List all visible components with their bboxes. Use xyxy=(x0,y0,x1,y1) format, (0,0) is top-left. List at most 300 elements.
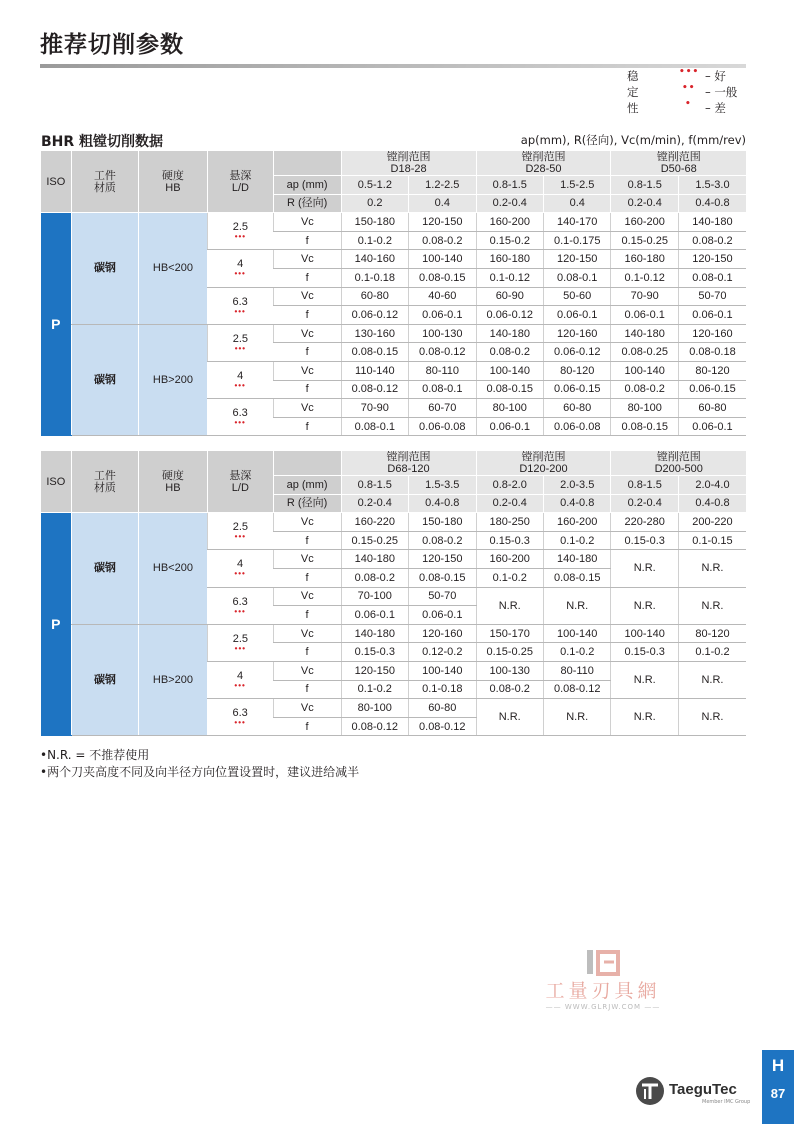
f-value: 0.1-0.2 xyxy=(476,568,543,587)
vc-value: 80-120 xyxy=(678,624,746,643)
ld-header xyxy=(207,151,273,213)
header-line: 悬深 xyxy=(229,169,252,182)
vc-value: 160-200 xyxy=(476,213,543,232)
stability-dots-icon: • xyxy=(685,99,692,109)
vc-value: 150-170 xyxy=(476,624,543,643)
page-title: 推荐切削参数 xyxy=(40,32,184,58)
not-recommended-cell: N.R. xyxy=(611,587,678,624)
f-value: 0.15-0.25 xyxy=(341,531,408,550)
stability-dots-icon: ••• xyxy=(234,381,246,391)
range-text: 镗削范围 xyxy=(521,451,566,463)
vc-value: 150-180 xyxy=(341,213,408,232)
f-value: 0.08-0.18 xyxy=(678,343,746,362)
vc-value: 60-90 xyxy=(476,287,543,306)
header-line: 材质 xyxy=(93,181,116,194)
boring-range-header xyxy=(611,151,746,176)
vc-label: Vc xyxy=(274,587,341,606)
not-recommended-cell: N.R. xyxy=(611,550,678,587)
f-label: f xyxy=(274,680,341,699)
ap-value: 0.8-1.5 xyxy=(341,476,408,495)
header-line: 悬深 xyxy=(229,469,252,482)
overhang-cell xyxy=(207,250,273,287)
hardness-header xyxy=(139,151,207,213)
vc-value: 120-160 xyxy=(409,624,476,643)
vc-label: Vc xyxy=(274,399,341,418)
page-number: 87 xyxy=(770,1086,786,1101)
vc-value: 140-180 xyxy=(543,550,610,569)
vc-value: 220-280 xyxy=(611,513,678,532)
range-text: 镗削范围 xyxy=(386,151,431,163)
f-value: 0.06-0.12 xyxy=(476,306,543,325)
cutting-data-table-2 xyxy=(41,451,746,736)
f-value: 0.08-0.15 xyxy=(611,417,678,436)
iso-header: ISO xyxy=(41,151,71,213)
boring-range-header xyxy=(476,151,611,176)
header-line: 硬度 xyxy=(161,469,184,482)
vc-value: 110-140 xyxy=(341,361,408,380)
f-value: 0.08-0.15 xyxy=(409,268,476,287)
ap-label: ap (mm) xyxy=(274,176,341,195)
not-recommended-cell: N.R. xyxy=(678,587,746,624)
vc-value: 130-160 xyxy=(341,324,408,343)
stability-dots-icon: ••• xyxy=(234,532,247,542)
stability-dots-icon: ••• xyxy=(234,718,246,728)
vc-value: 160-180 xyxy=(476,250,543,269)
vc-value: 100-140 xyxy=(543,624,610,643)
f-value: 0.1-0.12 xyxy=(476,268,543,287)
vc-value: 140-180 xyxy=(476,324,543,343)
f-value: 0.08-0.15 xyxy=(476,380,543,399)
overhang-value: 2.5 xyxy=(232,632,249,645)
brand-sub: Member IMC Group xyxy=(702,1099,751,1105)
stability-dots-icon: ••• xyxy=(234,269,246,279)
range-text: D68-120 xyxy=(387,463,430,475)
radial-value: 0.2 xyxy=(341,194,408,213)
f-value: 0.1-0.2 xyxy=(341,680,408,699)
vc-value: 180-250 xyxy=(476,513,543,532)
vc-label: Vc xyxy=(274,699,341,718)
boring-range-header xyxy=(341,451,476,476)
f-value: 0.15-0.2 xyxy=(476,231,543,250)
overhang-cell xyxy=(207,513,273,550)
stability-dots-icon: ••• xyxy=(234,306,246,316)
header-line: L/D xyxy=(231,181,249,194)
f-value: 0.06-0.08 xyxy=(544,417,611,436)
vc-label: Vc xyxy=(274,513,341,532)
boring-range-header xyxy=(476,451,611,476)
f-value: 0.15-0.25 xyxy=(611,231,678,250)
radial-value: 0.4-0.8 xyxy=(678,194,746,213)
f-value: 0.08-0.15 xyxy=(409,568,476,587)
legend-text-fair: – 一般 xyxy=(705,85,738,99)
f-value: 0.1-0.2 xyxy=(543,643,610,662)
f-value: 0.1-0.2 xyxy=(341,231,408,250)
material-header xyxy=(71,451,138,513)
f-value: 0.1-0.12 xyxy=(611,268,678,287)
f-value: 0.08-0.2 xyxy=(409,231,476,250)
note-item: • N.R. = 不推荐使用 xyxy=(40,747,359,764)
f-value: 0.06-0.1 xyxy=(544,306,611,325)
iso-class-p: P xyxy=(41,213,71,436)
f-value: 0.1-0.15 xyxy=(678,531,746,550)
overhang-value: 4 xyxy=(237,670,244,683)
ap-label: ap (mm) xyxy=(274,476,341,495)
overhang-value: 2.5 xyxy=(232,221,249,234)
radial-value: 0.2-0.4 xyxy=(476,494,543,513)
overhang-value: 6.3 xyxy=(232,407,248,420)
note-item: • 两个刀夹高度不同及向半径方向位置设置时，建议进给减半 xyxy=(40,764,359,781)
vc-value: 60-80 xyxy=(341,287,408,306)
f-value: 0.08-0.1 xyxy=(409,380,476,399)
vc-value: 120-160 xyxy=(678,324,746,343)
not-recommended-cell: N.R. xyxy=(543,699,610,736)
f-value: 0.12-0.2 xyxy=(409,643,476,662)
ap-value: 1.5-3.0 xyxy=(678,176,746,195)
overhang-cell xyxy=(207,550,273,587)
taegutec-logo-icon xyxy=(636,1077,664,1105)
vc-label: Vc xyxy=(274,213,341,232)
f-value: 0.08-0.12 xyxy=(409,343,476,362)
range-text: 镗削范围 xyxy=(386,451,431,463)
brand-name: TaeguTec xyxy=(669,1081,737,1098)
overhang-value: 6.3 xyxy=(232,295,248,308)
stability-dots-icon: ••• xyxy=(234,606,246,616)
radial-value: 0.4-0.8 xyxy=(678,494,746,513)
vc-label: Vc xyxy=(274,287,341,306)
f-value: 0.1-0.175 xyxy=(544,231,611,250)
range-text: D200-500 xyxy=(654,463,703,475)
ap-value: 0.8-1.5 xyxy=(611,176,678,195)
f-value: 0.08-0.1 xyxy=(678,268,746,287)
radial-label: R (径向) xyxy=(274,194,341,213)
vc-value: 120-150 xyxy=(409,550,476,569)
radial-value: 0.2-0.4 xyxy=(341,494,408,513)
vc-value: 160-200 xyxy=(476,550,543,569)
hardness-header xyxy=(139,451,207,513)
stability-dots-icon: ••• xyxy=(234,232,247,242)
overhang-value: 6.3 xyxy=(232,707,248,720)
not-recommended-cell: N.R. xyxy=(476,699,543,736)
material-cell: 碳钢 xyxy=(71,324,138,436)
f-value: 0.08-0.2 xyxy=(611,380,678,399)
f-value: 0.08-0.2 xyxy=(476,680,543,699)
range-text: D28-50 xyxy=(525,163,562,175)
vc-label: Vc xyxy=(274,361,341,380)
ap-value: 0.5-1.2 xyxy=(341,176,408,195)
overhang-cell xyxy=(207,624,273,661)
hardness-cell: HB<200 xyxy=(139,513,207,625)
f-value: 0.08-0.25 xyxy=(611,343,678,362)
watermark xyxy=(538,948,668,1011)
vc-value: 140-180 xyxy=(341,550,408,569)
f-label: f xyxy=(274,380,341,399)
watermark-logo-icon xyxy=(584,948,622,976)
radial-value: 0.2-0.4 xyxy=(476,194,543,213)
radial-value: 0.4 xyxy=(409,194,476,213)
vc-value: 200-220 xyxy=(678,513,746,532)
f-value: 0.08-0.2 xyxy=(476,343,543,362)
f-label: f xyxy=(274,643,341,662)
f-value: 0.06-0.15 xyxy=(678,380,746,399)
vc-value: 140-180 xyxy=(678,213,746,232)
vc-value: 70-90 xyxy=(341,399,408,418)
f-value: 0.08-0.12 xyxy=(341,380,408,399)
iso-class-p: P xyxy=(41,513,71,736)
vc-value: 70-90 xyxy=(611,287,678,306)
f-value: 0.06-0.15 xyxy=(544,380,611,399)
stability-dots-icon: ••• xyxy=(234,343,247,353)
hardness-cell: HB<200 xyxy=(139,213,207,325)
f-value: 0.1-0.18 xyxy=(409,680,476,699)
f-value: 0.06-0.1 xyxy=(476,417,543,436)
vc-value: 140-160 xyxy=(341,250,408,269)
vc-value: 100-130 xyxy=(409,324,476,343)
vc-value: 150-180 xyxy=(409,513,476,532)
ap-value: 1.5-2.5 xyxy=(544,176,611,195)
blank-header xyxy=(274,151,341,176)
overhang-cell xyxy=(207,399,273,436)
vc-value: 50-70 xyxy=(409,587,476,606)
vc-value: 160-200 xyxy=(611,213,678,232)
stability-dots-icon: ••• xyxy=(679,67,700,77)
vc-value: 60-80 xyxy=(678,399,746,418)
overhang-value: 2.5 xyxy=(232,332,249,345)
boring-range-header xyxy=(611,451,746,476)
f-value: 0.06-0.1 xyxy=(409,606,476,625)
ap-value: 1.5-3.5 xyxy=(409,476,476,495)
vc-value: 80-110 xyxy=(543,661,610,680)
vc-value: 80-100 xyxy=(611,399,678,418)
watermark-url: —— WWW.GLRJW.COM —— xyxy=(545,1003,661,1011)
blank-header xyxy=(274,451,341,476)
f-value: 0.06-0.1 xyxy=(678,306,746,325)
f-value: 0.06-0.1 xyxy=(611,306,678,325)
header-line: L/D xyxy=(231,481,249,494)
section-tab xyxy=(762,1050,794,1124)
f-value: 0.08-0.15 xyxy=(341,343,408,362)
units-note: ap(mm), R(径向), Vc(m/min), f(mm/rev) xyxy=(520,133,746,147)
stability-dots-icon: ••• xyxy=(234,681,246,691)
radial-value: 0.2-0.4 xyxy=(611,494,678,513)
stability-dots-icon: ••• xyxy=(234,418,246,428)
overhang-cell xyxy=(207,699,273,736)
vc-label: Vc xyxy=(274,550,341,569)
ap-value: 2.0-4.0 xyxy=(678,476,746,495)
header-line: HB xyxy=(165,181,181,194)
ap-value: 0.8-1.5 xyxy=(611,476,678,495)
f-label: f xyxy=(274,306,341,325)
overhang-cell xyxy=(207,361,273,398)
stability-dots-icon: •• xyxy=(682,83,696,93)
header-line: 材质 xyxy=(93,481,116,494)
stability-dots-icon: ••• xyxy=(234,643,247,653)
vc-value: 160-200 xyxy=(543,513,610,532)
material-cell: 碳钢 xyxy=(71,513,138,625)
range-text: D120-200 xyxy=(519,463,568,475)
vc-value: 50-60 xyxy=(544,287,611,306)
iso-header: ISO xyxy=(41,451,71,513)
not-recommended-cell: N.R. xyxy=(678,550,746,587)
material-header xyxy=(71,151,138,213)
title-rule xyxy=(40,64,746,68)
f-label: f xyxy=(274,268,341,287)
header-line: 工件 xyxy=(93,169,116,182)
overhang-cell xyxy=(207,213,273,250)
header-row-ranges xyxy=(41,151,746,176)
vc-label: Vc xyxy=(274,250,341,269)
f-value: 0.15-0.3 xyxy=(611,643,678,662)
radial-value: 0.4-0.8 xyxy=(409,494,476,513)
vc-value: 120-150 xyxy=(678,250,746,269)
vc-value: 100-130 xyxy=(476,661,543,680)
overhang-cell xyxy=(207,661,273,698)
header-line: HB xyxy=(165,481,181,494)
f-value: 0.15-0.3 xyxy=(476,531,543,550)
data-row-vc xyxy=(41,324,746,343)
ap-value: 2.0-3.5 xyxy=(543,476,610,495)
data-row-vc xyxy=(41,624,746,643)
overhang-value: 4 xyxy=(237,558,244,571)
range-text: 镗削范围 xyxy=(656,151,701,163)
vc-value: 100-140 xyxy=(409,250,476,269)
vc-value: 100-140 xyxy=(476,361,543,380)
f-value: 0.15-0.25 xyxy=(476,643,543,662)
overhang-cell xyxy=(207,287,273,324)
ap-value: 0.8-2.0 xyxy=(476,476,543,495)
not-recommended-cell: N.R. xyxy=(678,661,746,698)
f-value: 0.08-0.1 xyxy=(341,417,408,436)
data-row-vc xyxy=(41,213,746,232)
f-value: 0.06-0.1 xyxy=(341,606,408,625)
vc-label: Vc xyxy=(274,624,341,643)
notes xyxy=(40,747,359,781)
material-cell: 碳钢 xyxy=(71,213,138,325)
vc-value: 70-100 xyxy=(341,587,408,606)
legend-label: 稳定性 xyxy=(627,69,639,115)
f-label: f xyxy=(274,717,341,736)
vc-value: 160-220 xyxy=(341,513,408,532)
hardness-cell: HB>200 xyxy=(139,624,207,736)
radial-value: 0.4-0.8 xyxy=(543,494,610,513)
radial-label: R (径向) xyxy=(274,494,341,513)
vc-label: Vc xyxy=(274,324,341,343)
overhang-value: 4 xyxy=(237,370,244,383)
vc-value: 120-160 xyxy=(544,324,611,343)
vc-value: 100-140 xyxy=(611,361,678,380)
vc-value: 100-140 xyxy=(409,661,476,680)
f-value: 0.06-0.1 xyxy=(678,417,746,436)
not-recommended-cell: N.R. xyxy=(611,699,678,736)
vc-value: 60-80 xyxy=(544,399,611,418)
not-recommended-cell: N.R. xyxy=(678,699,746,736)
f-label: f xyxy=(274,231,341,250)
overhang-cell xyxy=(207,324,273,361)
f-value: 0.15-0.3 xyxy=(341,643,408,662)
vc-value: 80-120 xyxy=(544,361,611,380)
vc-value: 160-180 xyxy=(611,250,678,269)
f-value: 0.08-0.1 xyxy=(544,268,611,287)
f-label: f xyxy=(274,568,341,587)
f-value: 0.08-0.12 xyxy=(341,717,408,736)
vc-value: 140-170 xyxy=(544,213,611,232)
f-value: 0.06-0.08 xyxy=(409,417,476,436)
overhang-value: 2.5 xyxy=(232,521,249,534)
vc-value: 100-140 xyxy=(611,624,678,643)
f-value: 0.08-0.15 xyxy=(543,568,610,587)
legend-text-poor: – 差 xyxy=(705,101,726,115)
f-value: 0.08-0.2 xyxy=(409,531,476,550)
range-text: D50-68 xyxy=(660,163,697,175)
f-value: 0.1-0.18 xyxy=(341,268,408,287)
f-value: 0.08-0.12 xyxy=(409,717,476,736)
f-value: 0.06-0.12 xyxy=(544,343,611,362)
vc-value: 120-150 xyxy=(341,661,408,680)
f-value: 0.08-0.2 xyxy=(341,568,408,587)
material-cell: 碳钢 xyxy=(71,624,138,736)
overhang-value: 4 xyxy=(237,258,244,271)
f-label: f xyxy=(274,417,341,436)
f-label: f xyxy=(274,606,341,625)
f-value: 0.1-0.2 xyxy=(543,531,610,550)
f-value: 0.15-0.3 xyxy=(611,531,678,550)
vc-value: 80-110 xyxy=(409,361,476,380)
header-line: 工件 xyxy=(93,469,116,482)
vc-value: 60-70 xyxy=(409,399,476,418)
f-value: 0.08-0.2 xyxy=(678,231,746,250)
f-value: 0.1-0.2 xyxy=(678,643,746,662)
overhang-cell xyxy=(207,587,273,624)
data-row-vc xyxy=(41,513,746,532)
legend-text-good: – 好 xyxy=(705,69,726,83)
vc-value: 80-120 xyxy=(678,361,746,380)
range-text: D18-28 xyxy=(390,163,427,175)
boring-range-header xyxy=(341,151,476,176)
radial-value: 0.2-0.4 xyxy=(611,194,678,213)
ap-value: 0.8-1.5 xyxy=(476,176,543,195)
f-value: 0.06-0.12 xyxy=(341,306,408,325)
header-row-ranges xyxy=(41,451,746,476)
ap-value: 1.2-2.5 xyxy=(409,176,476,195)
vc-value: 40-60 xyxy=(409,287,476,306)
range-text: 镗削范围 xyxy=(656,451,701,463)
radial-value: 0.4 xyxy=(544,194,611,213)
not-recommended-cell: N.R. xyxy=(476,587,543,624)
not-recommended-cell: N.R. xyxy=(611,661,678,698)
range-text: 镗削范围 xyxy=(521,151,566,163)
stability-dots-icon: ••• xyxy=(234,569,246,579)
f-value: 0.06-0.1 xyxy=(409,306,476,325)
vc-value: 120-150 xyxy=(544,250,611,269)
vc-value: 140-180 xyxy=(611,324,678,343)
vc-value: 80-100 xyxy=(476,399,543,418)
vc-label: Vc xyxy=(274,661,341,680)
cutting-data-table-1 xyxy=(41,151,746,436)
hardness-cell: HB>200 xyxy=(139,324,207,436)
vc-value: 50-70 xyxy=(678,287,746,306)
section-title: BHR 粗镗切削数据 xyxy=(41,134,164,150)
f-value: 0.08-0.12 xyxy=(543,680,610,699)
vc-value: 140-180 xyxy=(341,624,408,643)
not-recommended-cell: N.R. xyxy=(543,587,610,624)
watermark-text: 工量刃具網 xyxy=(545,980,661,1002)
f-label: f xyxy=(274,343,341,362)
ld-header xyxy=(207,451,273,513)
overhang-value: 6.3 xyxy=(232,595,248,608)
f-label: f xyxy=(274,531,341,550)
header-line: 硬度 xyxy=(161,169,184,182)
vc-value: 60-80 xyxy=(409,699,476,718)
tab-letter: H xyxy=(771,1056,785,1075)
